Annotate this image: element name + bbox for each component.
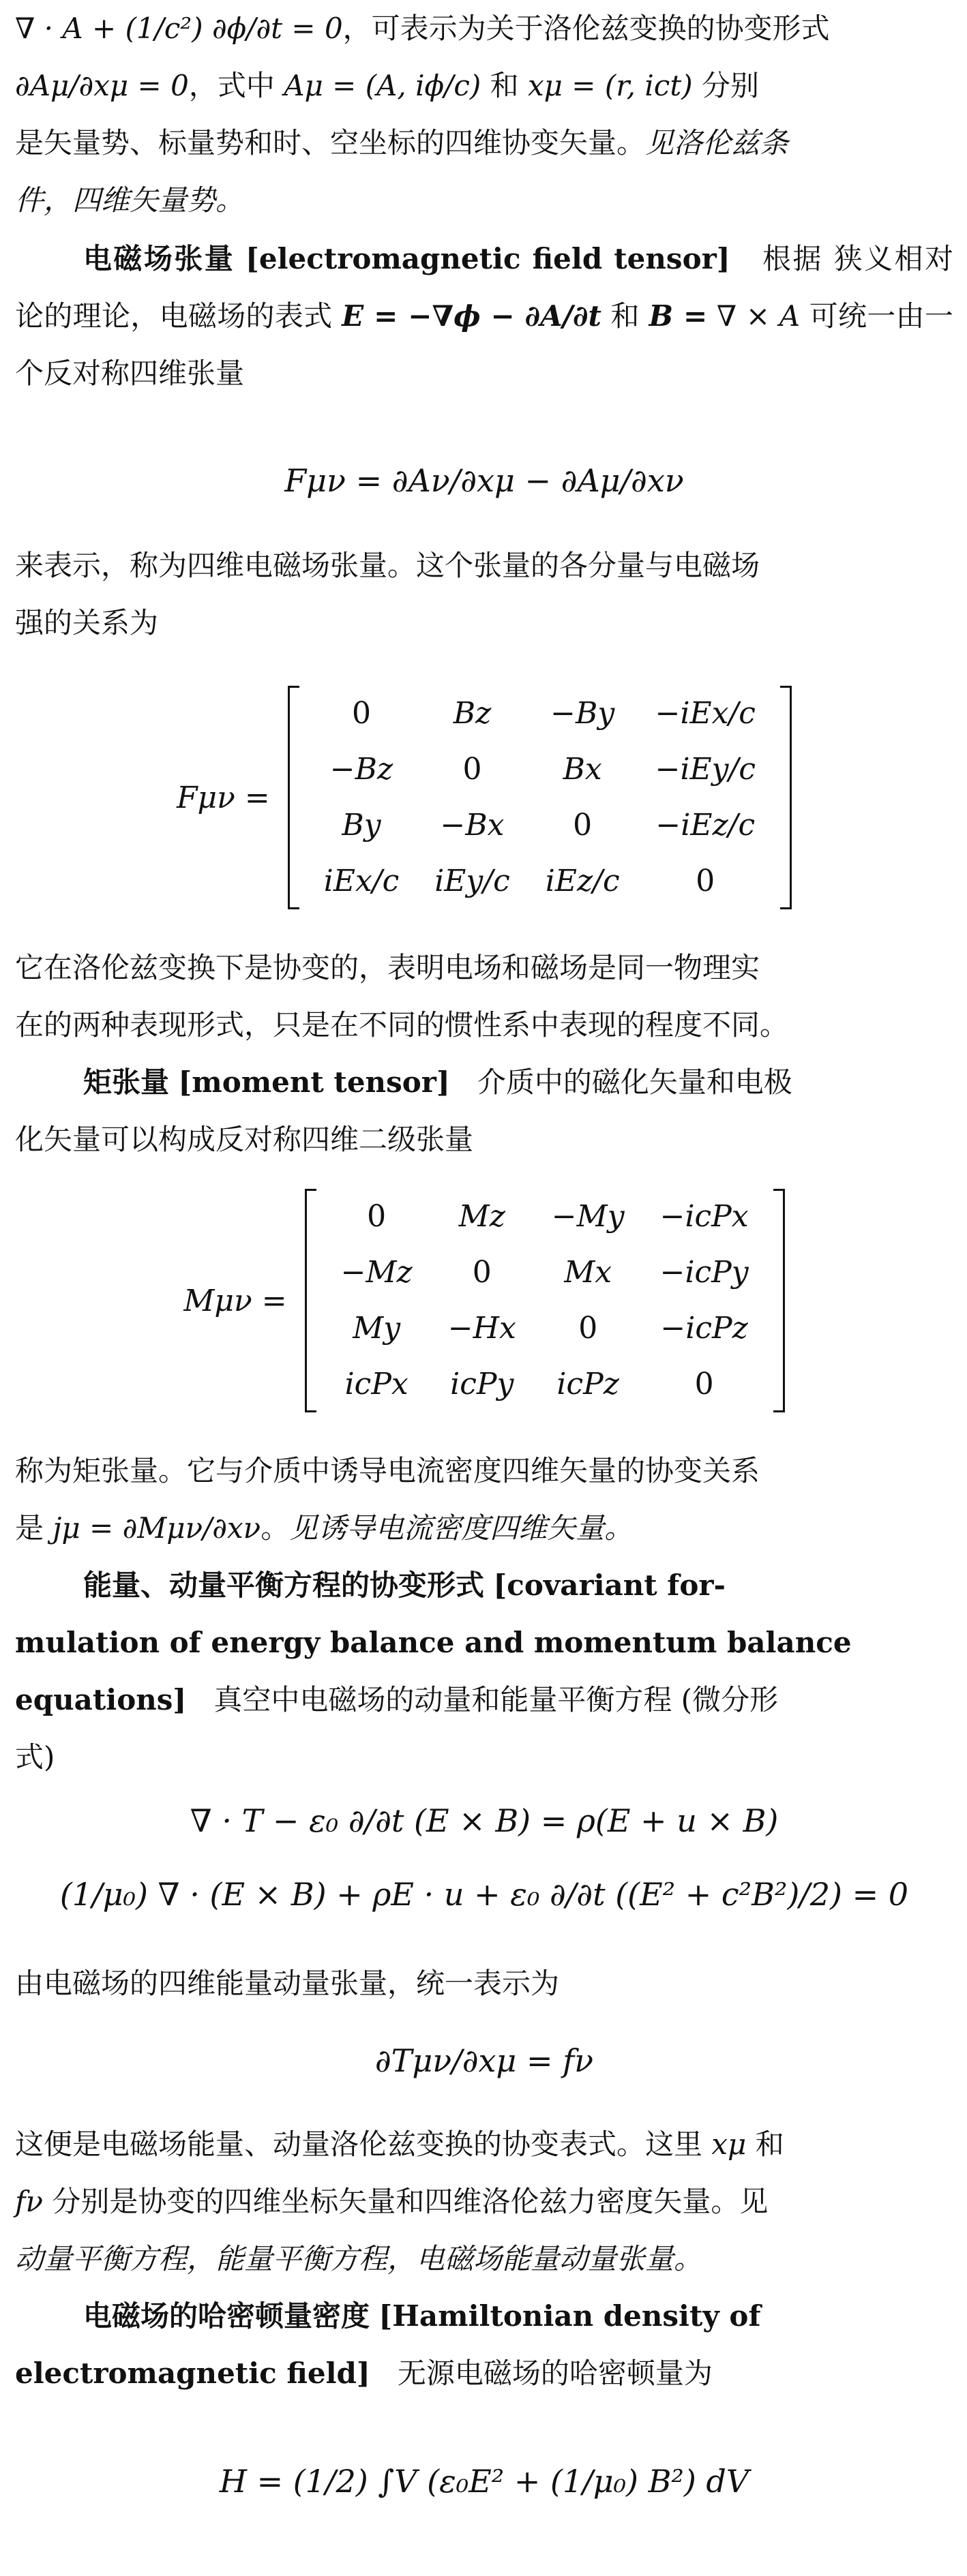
matrix-cell: iEx/c (323, 864, 400, 898)
matrix-cell: 0 (573, 808, 593, 843)
text: 和 (481, 69, 528, 102)
matrix-row (323, 1245, 767, 1301)
paragraph-covariant-after (15, 2116, 953, 2288)
section-hamiltonian-density (15, 2288, 953, 2402)
matrix-cell: −Hx (447, 1311, 516, 1346)
formula-four-coordinate: xμ = (r, ict) (527, 69, 693, 102)
formula-four-potential: Aμ = (A, iϕ/c) (284, 69, 481, 102)
matrix-label: Fμν = (177, 780, 270, 815)
text: 可统一由一个反对称四维张量 (15, 299, 953, 390)
text: 根据 (762, 242, 823, 275)
equation-text: ∇ · T − ε₀ ∂/∂t (E × B) = ρ(E + u × B) (190, 1802, 779, 1839)
left-bracket (288, 686, 299, 909)
matrix-cell: 0 (367, 1199, 387, 1234)
text: 真空中电磁场的动量和能量平衡方程 (微分形 (213, 1683, 779, 1716)
matrix-cell: icPz (556, 1367, 619, 1401)
entry-title: 电磁场的哈密顿量密度 (83, 2299, 370, 2333)
matrix-cell: Bz (453, 696, 492, 731)
formula-covariant-lorenz: ∂Aμ/∂xμ = 0 (15, 69, 189, 102)
matrix-row (323, 1357, 767, 1412)
formula-curl-a: ∇ × A (716, 299, 801, 333)
text: 是矢量势、标量势和时、空坐标的四维协变矢量。 (15, 126, 646, 160)
matrix-cell: iEz/c (545, 864, 620, 898)
entry-title-en: electromagnetic field] (15, 2357, 370, 2390)
matrix-moment-tensor (15, 1185, 953, 1416)
paragraph-lorenz-condition (15, 0, 953, 229)
matrix-cell: −Bx (440, 808, 505, 843)
matrix-table (306, 686, 773, 909)
equation-text: Fμν = ∂Aν/∂xμ − ∂Aμ/∂xν (284, 462, 684, 499)
cross-reference[interactable]: 见诱导电流密度四维矢量。 (289, 1511, 634, 1545)
formula-e-field: E = −∇ϕ − ∂A/∂t (342, 299, 601, 333)
text: 狭义相对论的理论，电磁场的表式 (15, 242, 953, 333)
text: 来表示，称为四维电磁场张量。这个张量的各分量与电磁场 (15, 549, 760, 582)
matrix-cell: iEy/c (434, 864, 510, 898)
text: 是 (15, 1511, 53, 1545)
paragraph-unified (15, 1955, 953, 2012)
text: 这便是电磁场能量、动量洛伦兹变换的协变表式。这里 (15, 2127, 712, 2161)
equation-text: (1/μ₀) ∇ · (E × B) + ρE · u + ε₀ ∂/∂t ((E² + c²B²)/2) = 0 (59, 1876, 909, 1913)
right-bracket (780, 686, 792, 909)
cross-reference[interactable]: 动量平衡方程，能量平衡方程，电磁场能量动量张量。 (15, 2242, 703, 2275)
matrix-cell: 0 (696, 864, 715, 898)
matrix-cell: Bx (563, 752, 602, 787)
matrix-row (323, 1189, 767, 1245)
entry-title: 矩张量 (83, 1065, 170, 1099)
matrix-cell: −icPz (660, 1311, 748, 1346)
matrix-row (306, 686, 773, 742)
matrix-cell: −iEz/c (655, 808, 756, 843)
matrix-cell: 0 (472, 1255, 492, 1290)
entry-title-en: [Hamiltonian density of (378, 2299, 761, 2333)
formula-b-field: B = (649, 299, 708, 333)
matrix-cell: Mz (458, 1199, 505, 1234)
entry-title-en: equations] (15, 1683, 187, 1716)
text: 分别 (692, 69, 759, 102)
matrix-row (323, 1301, 767, 1357)
matrix-brackets (305, 1189, 785, 1412)
equation-four-force (15, 2023, 953, 2098)
entry-title-en: [electromagnetic field tensor] (245, 242, 730, 275)
matrix-cell: −icPy (659, 1255, 749, 1290)
text: 化矢量可以构成反对称四维二级张量 (15, 1123, 474, 1156)
matrix-field-tensor (15, 682, 953, 913)
text: 和 (746, 2127, 784, 2161)
matrix-row (306, 853, 773, 909)
cross-reference[interactable]: 见洛伦兹条 (645, 126, 789, 160)
section-em-field-tensor (15, 230, 953, 402)
matrix-brackets (288, 686, 792, 909)
text: ，可表示为关于洛伦兹变换的协变形式 (342, 12, 830, 45)
equation-text: H = (1/2) ∫V (ε₀E² + (1/μ₀) B²) dV (219, 2463, 749, 2500)
matrix-cell: icPy (450, 1367, 514, 1401)
formula-x-mu: xμ (711, 2127, 747, 2161)
text: 它在洛伦兹变换下是协变的，表明电场和磁场是同一物理实 (15, 951, 760, 984)
matrix-cell: −Mz (340, 1255, 413, 1290)
text: 无源电磁场的哈密顿量为 (397, 2357, 713, 2390)
entry-title-en: mulation of energy balance and momentum balance (15, 1626, 852, 1659)
matrix-cell: −icPx (659, 1199, 749, 1234)
equation-energy-balance (15, 1864, 953, 1925)
entry-title: 电磁场张量 (83, 242, 235, 275)
matrix-cell: −By (550, 696, 615, 731)
text: ，式中 (188, 69, 275, 102)
section-moment-tensor (15, 1054, 953, 1168)
paragraph-tensor-conclusion (15, 939, 953, 1054)
cross-reference[interactable]: 件，四维矢量势。 (15, 183, 245, 217)
formula-f-nu: fν (15, 2185, 44, 2218)
matrix-cell: icPx (344, 1367, 408, 1401)
matrix-cell: 0 (462, 752, 482, 787)
matrix-cell: −iEy/c (655, 752, 756, 787)
text: 强的关系为 (15, 606, 159, 639)
matrix-table (323, 1189, 767, 1412)
left-bracket (305, 1189, 316, 1412)
paragraph-moment-after (15, 1442, 953, 1557)
text: 分别是协变的四维坐标矢量和四维洛伦兹力密度矢量。见 (43, 2185, 769, 2218)
text: 由电磁场的四维能量动量张量，统一表示为 (15, 1967, 560, 2000)
section-covariant-formulation (15, 1557, 953, 1786)
equation-momentum-balance (15, 1797, 953, 1845)
text: 在的两种表现形式，只是在不同的惯性系中表现的程度不同。 (15, 1008, 789, 1042)
paragraph-tensor-after (15, 537, 953, 652)
formula-lorenz-condition: ∇ · A + (1/c²) ∂ϕ/∂t = 0 (15, 12, 343, 45)
matrix-cell: −My (551, 1199, 625, 1234)
matrix-cell: −Bz (329, 752, 393, 787)
matrix-row (306, 742, 773, 798)
matrix-cell: 0 (694, 1367, 714, 1401)
text: 和 (601, 299, 649, 333)
entry-title-en: [moment tensor] (178, 1065, 450, 1099)
matrix-cell: By (342, 808, 381, 843)
matrix-cell: My (353, 1311, 401, 1346)
matrix-cell: −iEx/c (655, 696, 756, 731)
formula-induced-current: jμ = ∂Mμν/∂xν (53, 1511, 261, 1545)
entry-title: 能量、动量平衡方程的协变形式 (83, 1569, 485, 1602)
matrix-row (306, 798, 773, 853)
matrix-label: Mμν = (183, 1283, 287, 1318)
right-bracket (773, 1189, 785, 1412)
entry-title-en: [covariant for- (493, 1569, 726, 1602)
matrix-cell: 0 (578, 1311, 598, 1346)
text: 式) (15, 1740, 55, 1774)
text: 。 (261, 1511, 290, 1545)
equation-text: ∂Tμν/∂xμ = fν (374, 2042, 594, 2079)
matrix-cell: 0 (351, 696, 371, 731)
equation-hamiltonian (15, 2440, 953, 2522)
text: 称为矩张量。它与介质中诱导电流密度四维矢量的协变关系 (15, 1454, 760, 1487)
matrix-cell: Mx (564, 1255, 612, 1290)
equation-field-tensor (15, 443, 953, 518)
text: 介质中的磁化矢量和电极 (477, 1065, 792, 1099)
